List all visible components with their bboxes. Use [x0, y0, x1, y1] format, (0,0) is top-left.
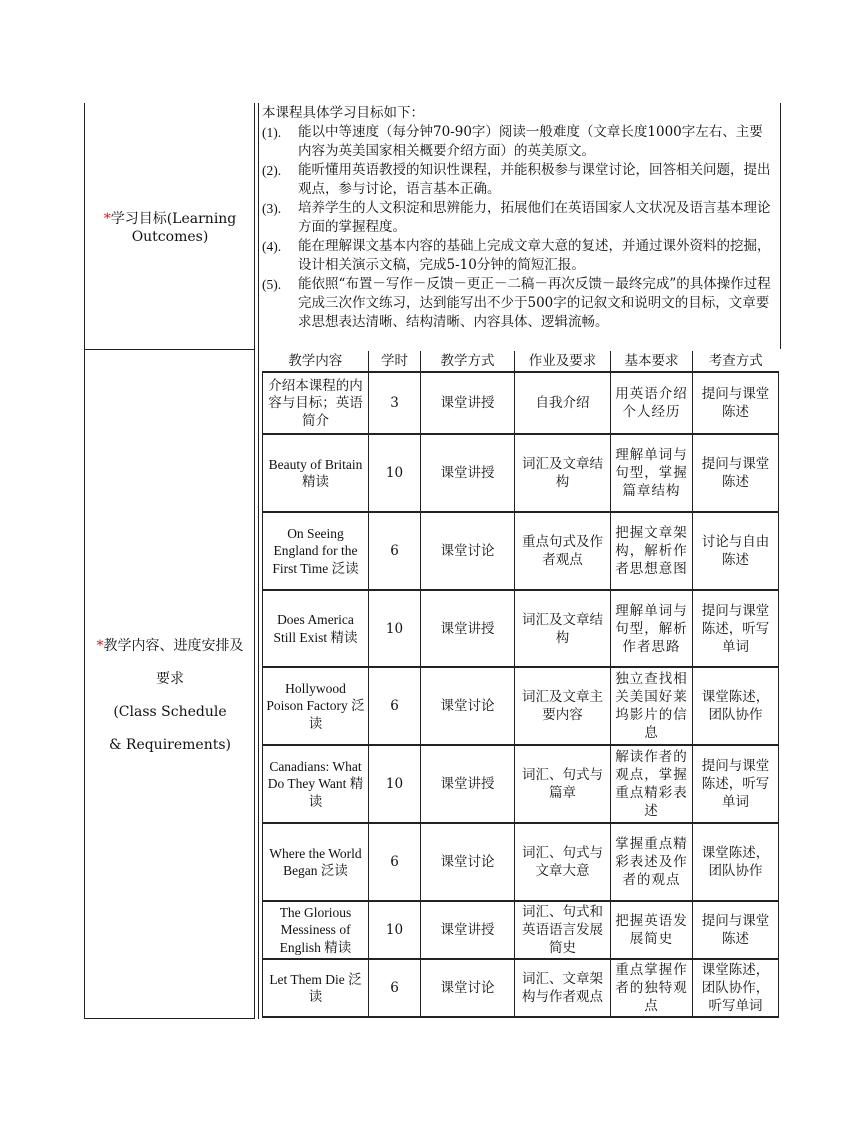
frame-divider-outer [254, 103, 255, 1019]
learning-outcomes-text: 学习目标(Learning Outcomes) [110, 211, 237, 245]
frame-bottom-border [84, 1018, 255, 1019]
cell-basic: 用英语介绍个人经历 [611, 372, 693, 434]
goal-text: 能听懂用英语教授的知识性课程，并能积极参与课堂讨论，回答相关问题，提出观点，参与讨论，语言基本正确。 [298, 162, 771, 197]
cell-homework: 词汇及文章主要内容 [515, 667, 611, 745]
schedule-label-line2: 要求 [156, 671, 184, 687]
cell-content: Let Them Die 泛读 [263, 959, 369, 1017]
cell-method: 课堂讲授 [421, 745, 515, 823]
cell-homework: 词汇、句式与篇章 [515, 745, 611, 823]
table-row [263, 959, 779, 1017]
cell-content: On Seeing England for the First Time 泛读 [263, 512, 369, 590]
cell-content: Does America Still Exist 精读 [263, 590, 369, 667]
cell-content: 介绍本课程的内容与目标；英语简介 [263, 372, 369, 434]
cell-basic: 重点掌握作者的独特观点 [611, 959, 693, 1017]
goals-intro: 本课程具体学习目标如下： [262, 105, 424, 121]
header-basic-requirements: 基本要求 [611, 351, 693, 372]
cell-basic: 掌握重点精彩表述及作者的观点 [611, 823, 693, 901]
frame-row-separator [84, 349, 255, 350]
cell-assess: 讨论与自由陈述 [693, 512, 779, 590]
cell-assess: 提问与课堂陈述 [693, 901, 779, 959]
schedule-header-row [263, 351, 779, 372]
cell-homework: 词汇、文章架构与作者观点 [515, 959, 611, 1017]
frame-divider-inner [258, 103, 259, 1019]
table-row [263, 512, 779, 590]
goals-list [262, 123, 776, 332]
cell-basic: 解读作者的观点，掌握重点精彩表述 [611, 745, 693, 823]
cell-method: 课堂讲授 [421, 901, 515, 959]
cell-assess: 提问与课堂陈述 [693, 434, 779, 512]
goal-item [262, 199, 776, 237]
goal-item [262, 237, 776, 275]
table-row [263, 823, 779, 901]
table-row [263, 590, 779, 667]
frame-right-border [780, 103, 781, 349]
cell-hours: 3 [369, 372, 421, 434]
cell-assess: 提问与课堂陈述，听写单词 [693, 745, 779, 823]
cell-hours: 10 [369, 901, 421, 959]
goal-text: 能在理解课文基本内容的基础上完成文章大意的复述，并通过课外资料的挖掘，设计相关演示文稿，完成5-10分钟的简短汇报。 [298, 238, 771, 273]
table-row [263, 745, 779, 823]
header-assessment: 考查方式 [693, 351, 779, 372]
goal-number: (4). [262, 239, 282, 254]
goal-item [262, 123, 776, 161]
frame-left-border [84, 103, 85, 1019]
cell-homework: 词汇、句式和英语语言发展简史 [515, 901, 611, 959]
cell-assess: 课堂陈述，团队协作 [693, 823, 779, 901]
cell-method: 课堂讲授 [421, 372, 515, 434]
cell-hours: 10 [369, 745, 421, 823]
class-schedule-label [88, 630, 252, 762]
required-star: * [96, 638, 104, 654]
cell-content: Beauty of Britain精读 [263, 434, 369, 512]
cell-assess: 课堂陈述，团队协作 [693, 667, 779, 745]
goal-item [262, 275, 776, 332]
cell-method: 课堂讨论 [421, 959, 515, 1017]
header-homework: 作业及要求 [515, 351, 611, 372]
cell-method: 课堂讲授 [421, 434, 515, 512]
cell-homework: 自我介绍 [515, 372, 611, 434]
cell-method: 课堂讨论 [421, 667, 515, 745]
cell-method: 课堂讨论 [421, 823, 515, 901]
required-star: * [103, 211, 111, 227]
cell-method: 课堂讨论 [421, 512, 515, 590]
goal-number: (2). [262, 163, 282, 178]
cell-content: Where the World Began 泛读 [263, 823, 369, 901]
cell-homework: 词汇及文章结构 [515, 434, 611, 512]
cell-hours: 6 [369, 823, 421, 901]
goal-item [262, 161, 776, 199]
learning-outcomes-label [88, 210, 252, 246]
cell-content: The Glorious Messiness of English 精读 [263, 901, 369, 959]
schedule-label-line4: & Requirements) [108, 737, 232, 753]
table-row [263, 372, 779, 434]
goal-text: 能依照“布置－写作－反馈－更正－二稿－再次反馈－最终完成”的具体操作过程完成三次作文练习，达到能写出不少于500字的记叙文和说明文的目标，文章要求思想表达清晰、结构清晰、内容具体、逻辑流畅。 [298, 276, 771, 330]
cell-assess: 提问与课堂陈述，听写单词 [693, 590, 779, 667]
schedule-label-line3: (Class Schedule [113, 704, 227, 720]
cell-basic: 独立查找相关美国好莱坞影片的信息 [611, 667, 693, 745]
goal-text: 培养学生的人文积淀和思辨能力，拓展他们在英语国家人文状况及语言基本理论方面的掌握程度。 [298, 200, 771, 235]
cell-method: 课堂讲授 [421, 590, 515, 667]
cell-hours: 6 [369, 512, 421, 590]
header-method: 教学方式 [421, 351, 515, 372]
cell-basic: 把握文章架构，解析作者思想意图 [611, 512, 693, 590]
goal-number: (5). [262, 277, 282, 292]
cell-homework: 词汇及文章结构 [515, 590, 611, 667]
cell-hours: 10 [369, 434, 421, 512]
cell-basic: 理解单词与句型，解析作者思路 [611, 590, 693, 667]
cell-content: Canadians: What Do They Want 精读 [263, 745, 369, 823]
cell-basic: 理解单词与句型，掌握篇章结构 [611, 434, 693, 512]
cell-basic: 把握英语发展简史 [611, 901, 693, 959]
cell-assess: 提问与课堂陈述 [693, 372, 779, 434]
cell-hours: 6 [369, 959, 421, 1017]
cell-hours: 10 [369, 590, 421, 667]
goal-text: 能以中等速度（每分钟70-90字）阅读一般难度（文章长度1000字左右、主要内容为英美国家相关概要介绍方面）的英美原文。 [298, 124, 763, 159]
cell-homework: 词汇、句式与文章大意 [515, 823, 611, 901]
schedule-table [262, 351, 779, 1018]
table-row [263, 901, 779, 959]
table-row [263, 667, 779, 745]
header-content: 教学内容 [263, 351, 369, 372]
cell-homework: 重点句式及作者观点 [515, 512, 611, 590]
table-row [263, 434, 779, 512]
schedule-label-line1: 教学内容、进度安排及 [103, 638, 244, 654]
cell-assess: 课堂陈述，团队协作，听写单词 [693, 959, 779, 1017]
cell-hours: 6 [369, 667, 421, 745]
cell-content: Hollywood Poison Factory 泛读 [263, 667, 369, 745]
header-hours: 学时 [369, 351, 421, 372]
goal-number: (1). [262, 125, 282, 140]
goal-number: (3). [262, 201, 282, 216]
